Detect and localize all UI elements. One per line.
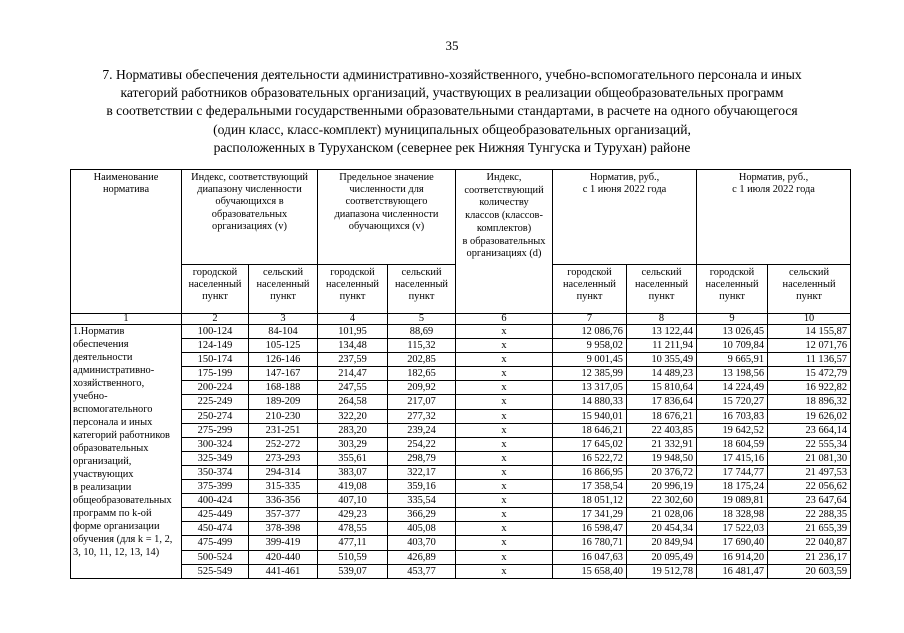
header-line: организациях (d) <box>466 248 542 260</box>
table-cell: x <box>456 423 553 437</box>
table-cell: 294-314 <box>249 465 318 479</box>
table-row <box>71 395 851 409</box>
table-cell: 189-209 <box>249 395 318 409</box>
table-cell: 202,85 <box>388 353 456 367</box>
header-line: сельский <box>262 267 304 278</box>
table-cell: 441-461 <box>249 564 318 578</box>
table-cell: 14 224,49 <box>697 381 768 395</box>
table-cell: 237,59 <box>318 353 388 367</box>
norm-name-line: категорий работников <box>73 430 170 441</box>
table-cell: 539,07 <box>318 564 388 578</box>
header-line: сельский <box>641 267 682 278</box>
table-cell: 405,08 <box>388 522 456 536</box>
table-cell: 19 626,02 <box>768 409 851 423</box>
header-line: пункт <box>648 291 675 303</box>
table-cell: x <box>456 522 553 536</box>
table-cell: 23 664,14 <box>768 423 851 437</box>
header-line: населенный <box>256 279 310 291</box>
table-cell: 17 744,77 <box>697 465 768 479</box>
table-cell: x <box>456 564 553 578</box>
table-cell: 13 198,56 <box>697 367 768 381</box>
table-cell: 250-274 <box>182 409 249 423</box>
table-cell: 18 051,12 <box>553 494 627 508</box>
table-cell: 84-104 <box>249 325 318 339</box>
header-line: населенный <box>395 279 448 291</box>
header-line: населенный <box>563 279 616 291</box>
table-cell: 16 922,82 <box>768 381 851 395</box>
table-cell: 231-251 <box>249 423 318 437</box>
table-cell: 14 155,87 <box>768 325 851 339</box>
table-cell: x <box>456 353 553 367</box>
table-cell: 101,95 <box>318 325 388 339</box>
table-cell: 359,16 <box>388 480 456 494</box>
norm-name-line: вспомогательного <box>73 404 153 415</box>
table-cell: 264,58 <box>318 395 388 409</box>
norm-name-line: участвующих <box>73 469 134 480</box>
table-cell: 15 472,79 <box>768 367 851 381</box>
sub-urban-limit <box>318 265 388 314</box>
norm-name-line: в реализации <box>73 482 132 493</box>
header-limit-value <box>318 170 456 265</box>
table-cell: 300-324 <box>182 437 249 451</box>
table-cell: 12 086,76 <box>553 325 627 339</box>
norm-name-line: организаций, <box>73 456 132 467</box>
header-line: населенный <box>705 279 759 291</box>
table-row <box>71 508 851 522</box>
table-cell: 478,55 <box>318 522 388 536</box>
table-cell: 16 598,47 <box>553 522 627 536</box>
column-number: 1 <box>71 314 182 325</box>
table-row <box>71 480 851 494</box>
header-line: соответствующий <box>464 184 544 196</box>
header-line: пункт <box>339 291 366 303</box>
header-line: численности для <box>349 184 424 196</box>
column-number: 3 <box>249 314 318 325</box>
header-line: Наименование <box>93 172 159 183</box>
header-line: классов (классов- <box>465 210 543 222</box>
table-cell: 16 914,20 <box>697 550 768 564</box>
table-cell: 21 028,06 <box>627 508 697 522</box>
table-cell: 16 047,63 <box>553 550 627 564</box>
sub-urban-range <box>182 265 249 314</box>
table-cell: 12 071,76 <box>768 339 851 353</box>
table-cell: 425-449 <box>182 508 249 522</box>
header-line: пункт <box>576 291 603 303</box>
column-number: 6 <box>456 314 553 325</box>
norm-name-line: обеспечения <box>73 339 129 350</box>
sub-rural-range <box>249 265 318 314</box>
header-line: количеству <box>479 197 529 209</box>
header-line: населенный <box>782 279 836 291</box>
header-line: с 1 июля 2022 года <box>732 184 815 196</box>
table-cell: 283,20 <box>318 423 388 437</box>
table-cell: x <box>456 480 553 494</box>
title-line: 7. Нормативы обеспечения деятельности административно-хозяйственного, учебно-вспомогательного персонала и иных <box>102 67 802 82</box>
table-cell: 12 385,99 <box>553 367 627 381</box>
header-line: городской <box>192 267 238 278</box>
header-line: организациях (v) <box>212 220 287 232</box>
table-cell: 20 095,49 <box>627 550 697 564</box>
table-cell: 19 089,81 <box>697 494 768 508</box>
table-cell: 298,79 <box>388 451 456 465</box>
table-cell: x <box>456 536 553 550</box>
table-cell: 21 655,39 <box>768 522 851 536</box>
sub-urban-june <box>553 265 627 314</box>
table-cell: 17 690,40 <box>697 536 768 550</box>
header-line: городской <box>709 267 755 278</box>
table-cell: 16 866,95 <box>553 465 627 479</box>
table-cell: x <box>456 325 553 339</box>
header-line: норматива <box>102 184 150 196</box>
table-cell: 225-249 <box>182 395 249 409</box>
table-cell: 11 136,57 <box>768 353 851 367</box>
sub-rural-july <box>768 265 851 314</box>
table-cell: 378-398 <box>249 522 318 536</box>
table-cell: 217,07 <box>388 395 456 409</box>
table-cell: 23 647,64 <box>768 494 851 508</box>
header-line: городской <box>330 267 375 278</box>
table-cell: x <box>456 437 553 451</box>
table-cell: 277,32 <box>388 409 456 423</box>
table-row <box>71 494 851 508</box>
table-cell: 17 522,03 <box>697 522 768 536</box>
table-cell: 17 341,29 <box>553 508 627 522</box>
norm-name-line: персонала и иных <box>73 417 153 428</box>
column-number: 8 <box>627 314 697 325</box>
table-cell: x <box>456 395 553 409</box>
header-index-d <box>456 170 553 314</box>
table-cell: 400-424 <box>182 494 249 508</box>
norm-name-line: административно- <box>73 365 155 376</box>
table-cell: 375-399 <box>182 480 249 494</box>
header-line: соответствующего <box>345 196 428 208</box>
table-row <box>71 550 851 564</box>
table-cell: 403,70 <box>388 536 456 550</box>
table-cell: 168-188 <box>249 381 318 395</box>
table-cell: 336-356 <box>249 494 318 508</box>
table-cell: 105-125 <box>249 339 318 353</box>
table-cell: x <box>456 550 553 564</box>
table-cell: 510,59 <box>318 550 388 564</box>
header-line: городской <box>567 267 612 278</box>
table-cell: 254,22 <box>388 437 456 451</box>
table-cell: 357-377 <box>249 508 318 522</box>
norm-name-line: 1.Норматив <box>73 326 125 337</box>
table-cell: 275-299 <box>182 423 249 437</box>
header-line: образовательных <box>211 208 288 220</box>
table-cell: 19 642,52 <box>697 423 768 437</box>
column-number: 10 <box>768 314 851 325</box>
table-cell: 134,48 <box>318 339 388 353</box>
table-cell: 399-419 <box>249 536 318 550</box>
table-row <box>71 437 851 451</box>
table-cell: 100-124 <box>182 325 249 339</box>
table-cell: x <box>456 451 553 465</box>
header-line: Норматив, руб., <box>738 172 809 183</box>
column-number: 4 <box>318 314 388 325</box>
table-cell: 252-272 <box>249 437 318 451</box>
table-cell: 21 332,91 <box>627 437 697 451</box>
header-line: пункт <box>408 291 435 303</box>
table-cell: 9 665,91 <box>697 353 768 367</box>
table-cell: 13 317,05 <box>553 381 627 395</box>
table-cell: 147-167 <box>249 367 318 381</box>
title-line: категорий работников образовательных организаций, участвующих в реализации общеобразовательных программ <box>120 85 784 101</box>
sub-rural-june <box>627 265 697 314</box>
table-cell: 18 328,98 <box>697 508 768 522</box>
title-line: в соответствии с федеральными государственными образовательными стандартами, в расчете на одного обучающегося <box>106 103 798 119</box>
table-cell: 14 489,23 <box>627 367 697 381</box>
table-cell: 22 040,87 <box>768 536 851 550</box>
header-line: населенный <box>635 279 688 291</box>
table-cell: 22 056,62 <box>768 480 851 494</box>
header-norm-july <box>697 170 851 265</box>
sub-urban-july <box>697 265 768 314</box>
table-row <box>71 536 851 550</box>
table-cell: 21 081,30 <box>768 451 851 465</box>
table-cell: 475-499 <box>182 536 249 550</box>
header-line: обучающихся (v) <box>348 220 425 232</box>
header-line: сельский <box>788 267 830 278</box>
header-line: пункт <box>270 291 296 303</box>
table-cell: 9 958,02 <box>553 339 627 353</box>
table-row <box>71 564 851 578</box>
header-line: пункт <box>719 291 745 303</box>
table-row <box>71 423 851 437</box>
table-cell: 18 175,24 <box>697 480 768 494</box>
table-cell: 525-549 <box>182 564 249 578</box>
table-row <box>71 353 851 367</box>
norm-name-cell <box>71 325 182 579</box>
table-cell: 18 604,59 <box>697 437 768 451</box>
table-row <box>71 409 851 423</box>
table-row <box>71 339 851 353</box>
table-cell: 20 849,94 <box>627 536 697 550</box>
table-cell: 210-230 <box>249 409 318 423</box>
header-line: Индекс, <box>486 172 522 183</box>
header-index-range <box>182 170 318 265</box>
norm-name-line: форме организации <box>73 521 160 532</box>
table-cell: x <box>456 339 553 353</box>
table-cell: 182,65 <box>388 367 456 381</box>
table-cell: 477,11 <box>318 536 388 550</box>
table-cell: 22 403,85 <box>627 423 697 437</box>
table-cell: 18 896,32 <box>768 395 851 409</box>
header-line: пункт <box>202 291 228 303</box>
norm-name-line: образовательных <box>73 443 149 454</box>
table-cell: x <box>456 367 553 381</box>
header-line: комплектов) <box>476 222 532 234</box>
table-cell: 407,10 <box>318 494 388 508</box>
header-line: в образовательных <box>462 235 546 247</box>
table-cell: 355,61 <box>318 451 388 465</box>
table-cell: 322,20 <box>318 409 388 423</box>
table-row <box>71 522 851 536</box>
header-line: населенный <box>188 279 242 291</box>
table-cell: 419,08 <box>318 480 388 494</box>
table-cell: 10 709,84 <box>697 339 768 353</box>
sub-rural-limit <box>388 265 456 314</box>
table-cell: 22 288,35 <box>768 508 851 522</box>
table-cell: 115,32 <box>388 339 456 353</box>
header-line: Предельное значение <box>339 172 434 183</box>
document-title <box>40 66 864 157</box>
table-cell: 15 940,01 <box>553 409 627 423</box>
table-cell: x <box>456 508 553 522</box>
norms-table <box>70 169 851 579</box>
table-cell: 19 512,78 <box>627 564 697 578</box>
table-cell: 450-474 <box>182 522 249 536</box>
table-cell: 11 211,94 <box>627 339 697 353</box>
header-line: с 1 июня 2022 года <box>582 184 667 196</box>
table-cell: 10 355,49 <box>627 353 697 367</box>
header-line: диапазона численности <box>334 208 439 220</box>
table-cell: 15 720,27 <box>697 395 768 409</box>
header-line: Норматив, руб., <box>589 172 660 183</box>
table-row <box>71 381 851 395</box>
table-row <box>71 325 851 339</box>
header-line: сельский <box>401 267 442 278</box>
table-cell: 20 454,34 <box>627 522 697 536</box>
table-cell: 20 996,19 <box>627 480 697 494</box>
table-cell: 214,47 <box>318 367 388 381</box>
norm-name-line: программ по k-ой <box>73 508 152 519</box>
table-cell: 16 780,71 <box>553 536 627 550</box>
table-cell: 20 376,72 <box>627 465 697 479</box>
table-cell: 150-174 <box>182 353 249 367</box>
table-cell: 18 676,21 <box>627 409 697 423</box>
table-cell: 420-440 <box>249 550 318 564</box>
table-row <box>71 465 851 479</box>
table-cell: 16 703,83 <box>697 409 768 423</box>
table-cell: 20 603,59 <box>768 564 851 578</box>
table-cell: 14 880,33 <box>553 395 627 409</box>
table-cell: 16 522,72 <box>553 451 627 465</box>
table-cell: x <box>456 409 553 423</box>
table-cell: 315-335 <box>249 480 318 494</box>
table-cell: 21 497,53 <box>768 465 851 479</box>
header-line: обучающихся в <box>215 196 284 208</box>
table-row <box>71 451 851 465</box>
table-cell: 200-224 <box>182 381 249 395</box>
table-cell: x <box>456 381 553 395</box>
header-line: населенный <box>326 279 379 291</box>
table-cell: 9 001,45 <box>553 353 627 367</box>
column-number: 2 <box>182 314 249 325</box>
table-cell: 273-293 <box>249 451 318 465</box>
header-line: Индекс, соответствующий <box>191 172 308 183</box>
table-cell: 335,54 <box>388 494 456 508</box>
table-cell: 426,89 <box>388 550 456 564</box>
norm-name-line: учебно- <box>73 391 108 402</box>
table-cell: 17 358,54 <box>553 480 627 494</box>
table-cell: 325-349 <box>182 451 249 465</box>
table-cell: 303,29 <box>318 437 388 451</box>
column-number: 9 <box>697 314 768 325</box>
table-cell: 383,07 <box>318 465 388 479</box>
header-line: пункт <box>796 291 822 303</box>
norm-name-line: общеобразовательных <box>73 495 172 506</box>
table-cell: 17 415,16 <box>697 451 768 465</box>
title-line: расположенных в Туруханском (севернее рек Нижняя Тунгуска и Турухан) районе <box>213 139 691 155</box>
header-line: диапазону численности <box>197 184 302 196</box>
header-name <box>71 170 182 314</box>
table-cell: 453,77 <box>388 564 456 578</box>
column-number: 7 <box>553 314 627 325</box>
table-cell: 22 555,34 <box>768 437 851 451</box>
table-cell: 124-149 <box>182 339 249 353</box>
norm-name-line: 3, 10, 11, 12, 13, 14) <box>73 547 160 558</box>
table-cell: 88,69 <box>388 325 456 339</box>
table-cell: 175-199 <box>182 367 249 381</box>
table-cell: 429,23 <box>318 508 388 522</box>
header-norm-june <box>553 170 697 265</box>
table-cell: 126-146 <box>249 353 318 367</box>
column-number: 5 <box>388 314 456 325</box>
table-cell: 17 836,64 <box>627 395 697 409</box>
table-cell: 322,17 <box>388 465 456 479</box>
table-cell: 13 122,44 <box>627 325 697 339</box>
table-cell: 16 481,47 <box>697 564 768 578</box>
table-cell: 350-374 <box>182 465 249 479</box>
table-cell: 21 236,17 <box>768 550 851 564</box>
norm-name-line: хозяйственного, <box>73 378 145 389</box>
table-cell: 18 646,21 <box>553 423 627 437</box>
table-cell: 239,24 <box>388 423 456 437</box>
table-cell: 13 026,45 <box>697 325 768 339</box>
table-row <box>71 367 851 381</box>
table-cell: x <box>456 465 553 479</box>
title-line: (один класс, класс-комплект) муниципальных общеобразовательных организаций, <box>213 121 691 137</box>
table-cell: 247,55 <box>318 381 388 395</box>
table-cell: 15 658,40 <box>553 564 627 578</box>
table-cell: 209,92 <box>388 381 456 395</box>
norm-name-line: деятельности <box>73 352 133 363</box>
table-cell: 500-524 <box>182 550 249 564</box>
table-cell: 17 645,02 <box>553 437 627 451</box>
page-number: 35 <box>445 38 459 53</box>
table-cell: 19 948,50 <box>627 451 697 465</box>
table-cell: x <box>456 494 553 508</box>
table-cell: 15 810,64 <box>627 381 697 395</box>
norm-name-line: обучения (для k = 1, 2, <box>73 534 173 545</box>
table-cell: 22 302,60 <box>627 494 697 508</box>
table-cell: 366,29 <box>388 508 456 522</box>
